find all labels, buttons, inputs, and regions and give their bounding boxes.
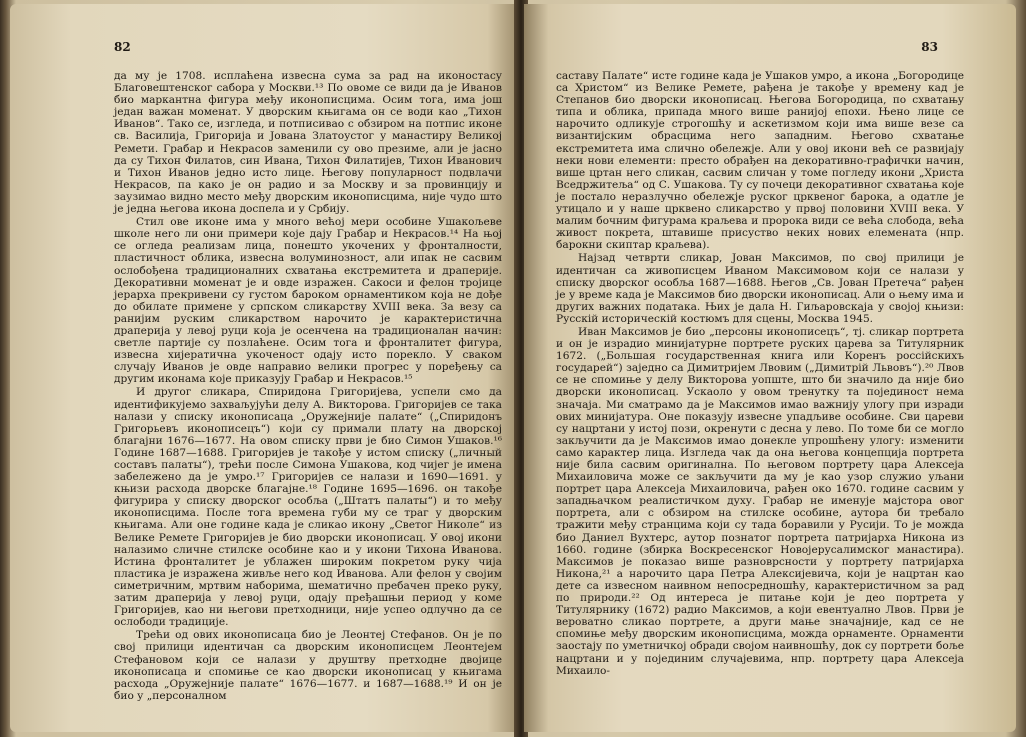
paragraph: саставу Палате“ исте године када је Ушаков умро, а икона „Богородице са Христом“ из Велике Ремете, рађена је такође у времену кад је Степанов био дворски иконописац. Његова Богородица, по схватању типа и облика, припада много више ранијој епохи. Њено лице се нарочито одликује строгошћу и аскетизмом који има више везе са византијским обрасцима него западним. Његово схватање екстремитета има слично обележје. Али у овој икони већ се развијају неки нови елементи: престо обрађен на декоративно-графички начин, више цртан него сликан, сасвим сличан у томе погледу икони „Христа Вседржитеља“ од С. Ушакова. Ту су почеци декоративног схватања које је постало неразлучно обележје руског црквеног барока, а одатле је утицало и у наше црквено сликарство у првој половини XVIII века. У малим бочним фигурама краљева и пророка види се већа слобода, већа живост покрета, штавише присуство неких нових елемената (нпр. барокни скиптар краљева). bbox=[556, 70, 964, 252]
paragraph: Стил ове иконе има у много већој мери особине Ушакољеве школе него ли они примери које дају Грабар и Некрасов.¹⁴ На њој се огледа реализам лица, понешто укочених у фронталности, пластичност облика, извесна волуминозност, али ипак не сасвим ослобођена традиционалних схватања екстремитета и драперије. Декоративни моменат је и овде изражен. Сакоси и фелон тројице јерарха прекривени су густом бароком орнаментиком која не дође до обилате примене у српском сликарству XVIII века. За везу са ранијим руским сликарством нарочито је карактеристична драперија у левој руци која је осенчена на традиционалан начин: светле партије су позлаћене. Осим тога и фронталитет фигура, извесна хијератична укоченост одају исто порекло. У сваком случају Иванов је овде направио велики прогрес у поређењу са другим иконама које приказују Грабар и Некрасов.¹⁵ bbox=[114, 216, 502, 386]
paragraph: Иван Максимов је био „персоны иконописецъ“, тј. сликар портрета и он је израдио минијатурне портрете руских царева за Титулярник 1672. („Большая государственная книга или Коренъ россійскихъ государей“) заједно са Димитријем Лвовим („Димитрій Львовъ“).²⁰ Лвов се не спомиње у делу Викторова уопште, што би значило да није био дворски иконописац. Ускаоло у овом тренутку та појединост нема значаја. Ми сматрамо да је Максимов имао важнију улогу при изради ових минијатура. Оне показују извесне упадљиве особине. Сви цареви су нацртани у истој пози, окренути с десна у лево. По томе би се могло закључити да је Максимов имао донекле упрошћену улогу: изменити само карактер лица. Изгледа чак да она његова концепција портрета није била сасвим оригинална. По његовом портрету цара Алексеја Михаиловича може се закључити да му је као узор служио уљани портрет цара Алексеја Михаиловича, рађен око 1670. године сасвим у западњачком реалистичком духу. Грабар не именује мајстора овог портрета, али с обзиром на стилске особине, аутора би требало тражити међу странцима који су тада боравили у Русији. То је можда био Даниел Вухтерс, аутор познатог портрета патријарха Никона из 1660. године (збирка Воскресенског Новојерусалимског манастира). Максимов је показао више разноврсности у портрету патријарха Никона,²¹ а нарочито цара Петра Алексијевича, који је нацртан као дете са извесном наивном непосредношћу, карактеристичном за рад по природи.²² Од интереса је питање који је део портрета у Титулярнику (1672) радио Максимов, а који евентуално Лвов. Први је вероватно сликао портрете, а други мање значајније, кад се не спомиње међу дворским иконописцима, можда орнаменте. Орнаменти заостају по уметничкој обради својом наивношћу, док су портрети боље нацртани и у појединим случајевима, нпр. портрету цара Алексеја Михаило- bbox=[556, 325, 964, 677]
paragraph: Најзад четврти сликар, Јован Максимов, по свој прилици је идентичан са живописцем Иваном Максимовом који се налази у списку дворског особља 1687—1688. Његов „Св. Јован Претеча“ рађен је у време када је Максимов био дворски иконописац. Али о њему има и других важних података. Њих је дала Н. Гиљаровскаја у својој књизи: Русскій историческій костюмъ для сцены, Москва 1945. bbox=[556, 252, 964, 325]
left-page bbox=[10, 4, 518, 732]
page-number-right: 83 bbox=[921, 40, 938, 54]
page-number-left: 82 bbox=[114, 40, 131, 54]
right-page-text bbox=[556, 70, 964, 677]
paragraph: да му је 1708. исплаћена извесна сума за рад на иконостасу Благовештенског сабора у Москви.¹³ По овоме се види да је Иванов био маркантна фигура међу иконописцима. Осим тога, има још један важан моменат. У дворским књигама он се води као „Тихон Иванов“. Тако се, изгледа, и потписивао с обзиром на потпис иконе св. Василија, Григорија и Јована Златоустог у манастиру Великој Ремети. Грабар и Некрасов заменили су ово презиме, али је јасно да су Тихон Филатов, син Ивана, Тихон Филатијев, Тихон Иванович и Тихон Иванов једно исто лице. Његову популарност подвлачи Некрасов, па како је он радио и за Москву и за провинцију и заузимао видно место међу дворским иконописцима, није чудо што је једна његова икона доспела и у Србију. bbox=[114, 70, 502, 216]
left-page-text bbox=[114, 70, 502, 702]
paragraph: Трећи од ових иконописаца био је Леонтеј Стефанов. Он је по свој прилици идентичан са дворским иконописцем Леонтејем Стефановом који се налази у друштву претходне двојице иконописаца и спомиње се као дворски иконописац у књигама расхода „Оружејније палате“ 1676—1677. и 1687—1688.¹⁹ И он је био у „персоналном bbox=[114, 629, 502, 702]
right-page bbox=[524, 4, 1016, 732]
paragraph: И другог сликара, Спиридона Григоријева, успели смо да идентификујемо захваљујући делу А. Викторова. Григоријев се така налази у списку иконописаца „Оружејније палате“ („Спиридонъ Григорьевъ иконописецъ“) који су примали плату на дворској благајни 1676—1677. На овом списку први је био Симон Ушаков.¹⁶ Године 1687—1688. Григоријев је такође у истом списку („личный составъ палаты“), трећи после Симона Ушакова, код чијег је имена забележено да је умро.¹⁷ Григоријев се налази и 1690—1691. у књизи расхода дворске благајне.¹⁸ Године 1695—1696. он такође фигурира у списку дворског особља („Штатъ палаты“) и то међу иконописцима. После тога времена губи му се траг у дворским књигама. Али оне године када је сликао икону „Светог Николе“ из Велике Ремете Григоријев је био дворски иконописац. У овој икони налазимо сличне стилске особине као и у икони Тихона Иванова. Истина фронталитет је ублажен широким покретом руку чија пластика је изражена живље него код Иванова. Али фелон у својим симетричним, мртвим наборима, шематично пребачен преко руку, затим драперија у левој руци, одају пређашњи период у коме Григоријев, као ни његови претходници, није успео одлучно да се ослободи традиције. bbox=[114, 386, 502, 629]
